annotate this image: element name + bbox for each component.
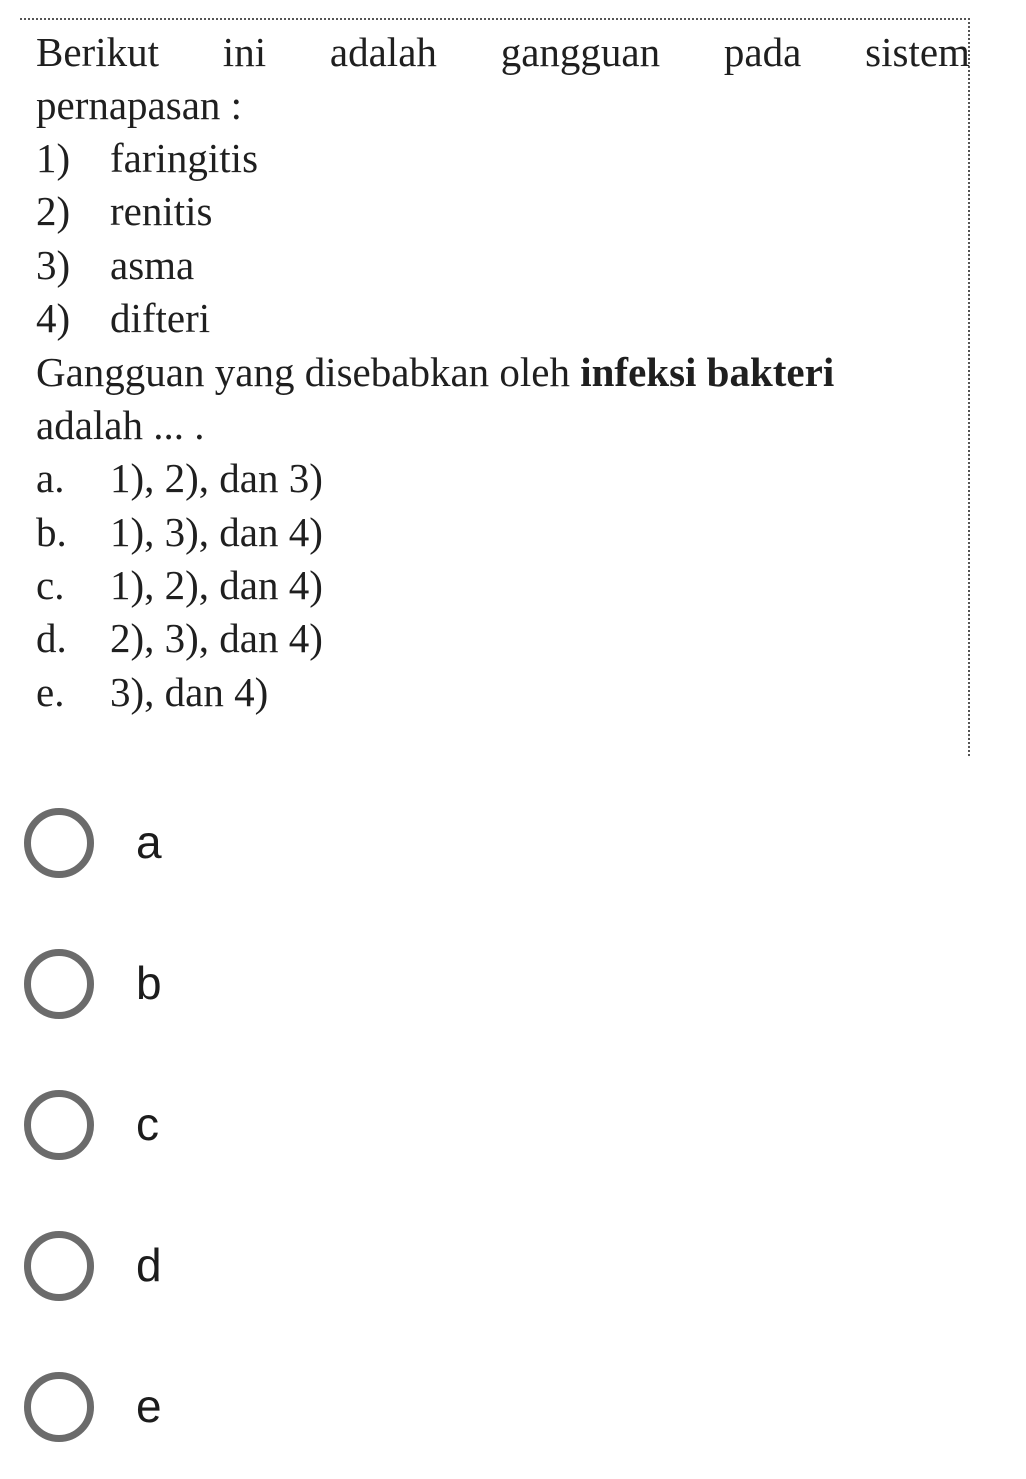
item-text: asma — [110, 242, 195, 288]
answer-label-d[interactable]: d — [136, 1239, 162, 1291]
disorder-item-3 — [36, 239, 194, 292]
radio-button-b[interactable] — [24, 949, 94, 1019]
intro-word: Berikut — [36, 29, 159, 75]
answer-option-d[interactable] — [0, 1197, 1026, 1338]
choice-letter: a. — [36, 455, 65, 501]
intro-word: adalah — [329, 29, 437, 75]
item-number: 1) — [36, 135, 71, 181]
radio-button-a[interactable] — [24, 808, 94, 878]
item-text: renitis — [110, 188, 213, 234]
question-intro-line-1 — [36, 26, 970, 79]
answer-label-c[interactable]: c — [136, 1098, 159, 1150]
answer-label-a[interactable]: a — [136, 816, 162, 868]
choice-d — [36, 612, 323, 665]
choice-e — [36, 666, 268, 719]
item-number: 4) — [36, 295, 71, 341]
question-ask-line-1 — [36, 346, 834, 399]
question-intro-line-2: pernapasan : — [36, 82, 243, 128]
choice-letter: e. — [36, 669, 65, 715]
choice-letter: b. — [36, 509, 67, 555]
intro-word: gangguan — [500, 29, 661, 75]
answer-label-b[interactable]: b — [136, 957, 162, 1009]
choice-letter: c. — [36, 562, 65, 608]
choice-text: 1), 2), dan 4) — [110, 562, 323, 608]
question-ask-line-2: adalah ... . — [36, 402, 205, 448]
intro-word: pada — [723, 29, 802, 75]
choice-a — [36, 452, 323, 505]
intro-word: ini — [222, 29, 267, 75]
choice-text: 3), dan 4) — [110, 669, 269, 715]
intro-word: sistem — [865, 29, 970, 75]
answer-option-e[interactable] — [0, 1338, 1026, 1479]
answer-option-c[interactable] — [0, 1056, 1026, 1197]
disorder-item-4 — [36, 292, 210, 345]
ask-plain-text: Gangguan yang disebabkan oleh — [36, 349, 581, 395]
choice-c — [36, 559, 323, 612]
radio-button-d[interactable] — [24, 1231, 94, 1301]
item-number: 3) — [36, 242, 71, 288]
choice-letter: d. — [36, 615, 67, 661]
answer-option-a[interactable] — [0, 774, 1026, 915]
disorder-item-2 — [36, 185, 212, 238]
question-image — [20, 18, 970, 756]
answer-label-e[interactable]: e — [136, 1380, 162, 1432]
answer-options — [0, 774, 1026, 1479]
radio-button-e[interactable] — [24, 1372, 94, 1442]
item-text: difteri — [110, 295, 211, 341]
choice-text: 1), 2), dan 3) — [110, 455, 323, 501]
answer-option-b[interactable] — [0, 915, 1026, 1056]
choice-text: 1), 3), dan 4) — [110, 509, 323, 555]
ask-bold-text: infeksi bakteri — [580, 349, 835, 395]
choice-b — [36, 506, 323, 559]
disorder-item-1 — [36, 132, 258, 185]
radio-button-c[interactable] — [24, 1090, 94, 1160]
choice-text: 2), 3), dan 4) — [110, 615, 323, 661]
item-text: faringitis — [110, 135, 259, 181]
item-number: 2) — [36, 188, 71, 234]
